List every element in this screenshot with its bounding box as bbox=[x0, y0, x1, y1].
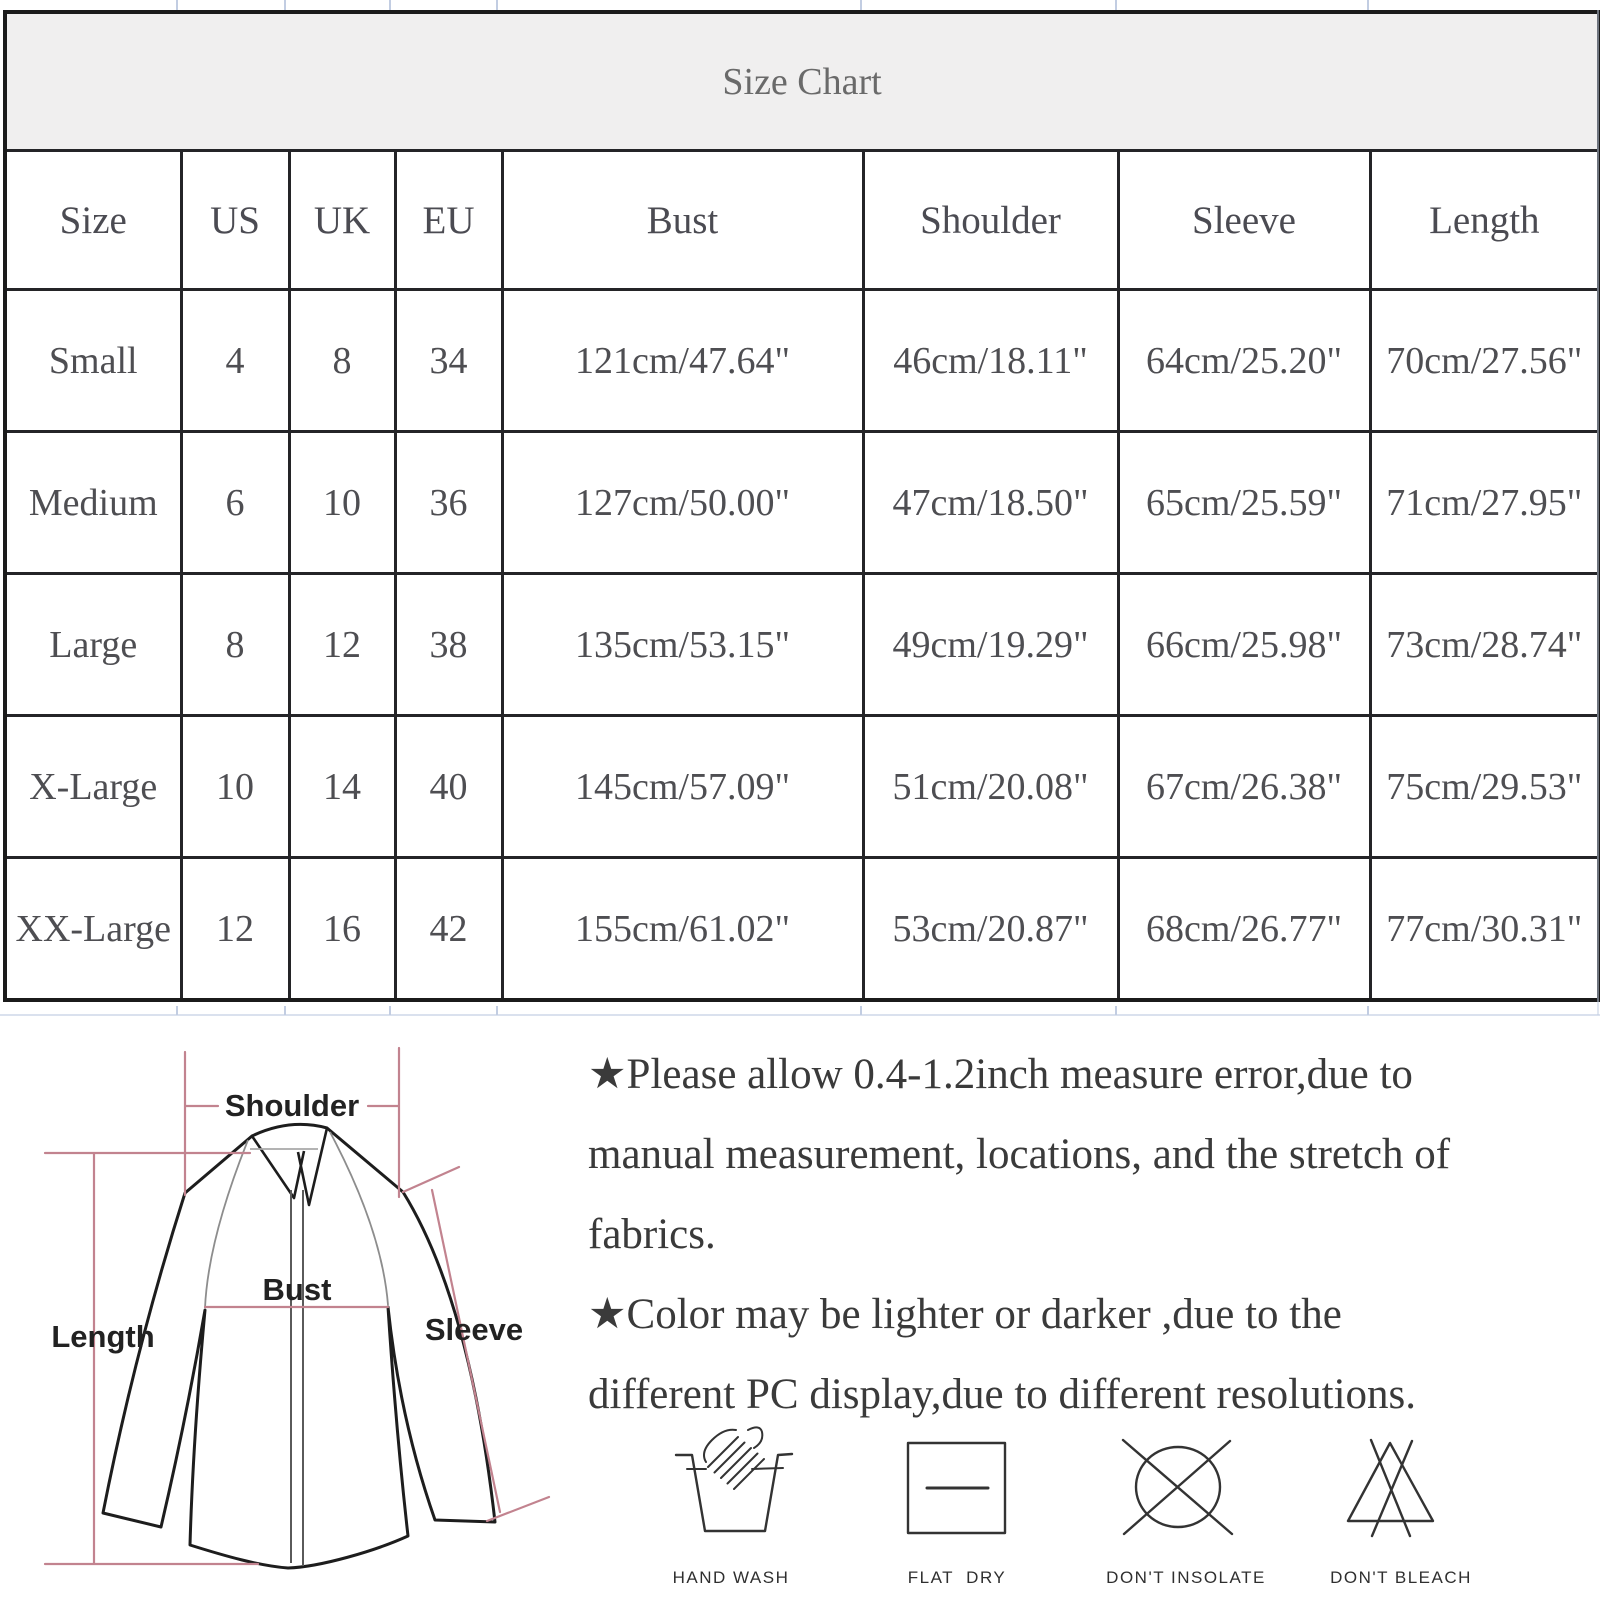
grid-line bbox=[1597, 10, 1599, 1015]
shirt-measure-diagram bbox=[0, 1000, 620, 1600]
cell-eu: 36 bbox=[395, 432, 502, 574]
cell-length: 77cm/30.31" bbox=[1370, 858, 1599, 1001]
cell-bust: 127cm/50.00" bbox=[502, 432, 863, 574]
dont-bleach-label: DON'T BLEACH bbox=[1330, 1568, 1472, 1587]
length-label: Length bbox=[51, 1319, 155, 1354]
shoulder-label: Shoulder bbox=[224, 1088, 360, 1123]
cell-shoulder: 47cm/18.50" bbox=[863, 432, 1118, 574]
cell-shoulder: 49cm/19.29" bbox=[863, 574, 1118, 716]
cell-uk: 8 bbox=[289, 290, 395, 432]
cell-eu: 40 bbox=[395, 716, 502, 858]
grid-line bbox=[389, 0, 391, 10]
cell-shoulder: 53cm/20.87" bbox=[863, 858, 1118, 1001]
note-line: fabrics. bbox=[588, 1211, 716, 1258]
flat-dry-label: FLAT DRY bbox=[907, 1568, 1007, 1587]
cell-sleeve: 65cm/25.59" bbox=[1118, 432, 1370, 574]
column-header-bust: Bust bbox=[502, 151, 863, 290]
table-row-small bbox=[5, 290, 1599, 432]
cell-size: X-Large bbox=[5, 716, 181, 858]
table-row-large bbox=[5, 574, 1599, 716]
dont-insolate-icon bbox=[1123, 1440, 1232, 1534]
cell-us: 4 bbox=[181, 290, 289, 432]
page-title: Size Chart bbox=[5, 12, 1599, 151]
table-row-xx-large bbox=[5, 858, 1599, 1001]
table-row-medium bbox=[5, 432, 1599, 574]
note-line: ★Color may be lighter or darker ,due to the bbox=[588, 1291, 1342, 1338]
cell-uk: 12 bbox=[289, 574, 395, 716]
grid-line bbox=[496, 0, 498, 10]
cell-uk: 16 bbox=[289, 858, 395, 1001]
cell-length: 73cm/28.74" bbox=[1370, 574, 1599, 716]
size-chart-table bbox=[3, 10, 1600, 1002]
cell-length: 71cm/27.95" bbox=[1370, 432, 1599, 574]
cell-sleeve: 66cm/25.98" bbox=[1118, 574, 1370, 716]
cell-shoulder: 46cm/18.11" bbox=[863, 290, 1118, 432]
cell-size: XX-Large bbox=[5, 858, 181, 1001]
hand-wash-icon bbox=[676, 1427, 792, 1531]
cell-uk: 10 bbox=[289, 432, 395, 574]
cell-us: 10 bbox=[181, 716, 289, 858]
column-header-shoulder: Shoulder bbox=[863, 151, 1118, 290]
cell-eu: 38 bbox=[395, 574, 502, 716]
cell-us: 8 bbox=[181, 574, 289, 716]
grid-line bbox=[1115, 0, 1117, 10]
note-line: manual measurement, locations, and the stretch of bbox=[588, 1131, 1451, 1178]
cell-sleeve: 67cm/26.38" bbox=[1118, 716, 1370, 858]
column-header-sleeve: Sleeve bbox=[1118, 151, 1370, 290]
length-measure-lines bbox=[45, 1153, 258, 1564]
note-line: different PC display,due to different resolutions. bbox=[588, 1371, 1417, 1418]
cell-us: 6 bbox=[181, 432, 289, 574]
column-header-uk: UK bbox=[289, 151, 395, 290]
grid-line bbox=[176, 0, 178, 10]
grid-line bbox=[1367, 0, 1369, 10]
column-header-size: Size bbox=[5, 151, 181, 290]
table-header-row bbox=[5, 151, 1599, 290]
column-header-us: US bbox=[181, 151, 289, 290]
column-header-length: Length bbox=[1370, 151, 1599, 290]
cell-length: 70cm/27.56" bbox=[1370, 290, 1599, 432]
cell-eu: 42 bbox=[395, 858, 502, 1001]
cell-bust: 155cm/61.02" bbox=[502, 858, 863, 1001]
bust-label: Bust bbox=[262, 1272, 332, 1307]
flat-dry-icon bbox=[908, 1443, 1005, 1533]
cell-size: Medium bbox=[5, 432, 181, 574]
grid-line bbox=[860, 0, 862, 10]
column-header-eu: EU bbox=[395, 151, 502, 290]
dont-insolate-label: DON'T INSOLATE bbox=[1106, 1568, 1266, 1587]
table-row-x-large bbox=[5, 716, 1599, 858]
grid-line bbox=[284, 0, 286, 10]
cell-bust: 145cm/57.09" bbox=[502, 716, 863, 858]
cell-bust: 135cm/53.15" bbox=[502, 574, 863, 716]
sleeve-label: Sleeve bbox=[424, 1312, 524, 1347]
cell-sleeve: 68cm/26.77" bbox=[1118, 858, 1370, 1001]
cell-bust: 121cm/47.64" bbox=[502, 290, 863, 432]
cell-length: 75cm/29.53" bbox=[1370, 716, 1599, 858]
care-icons bbox=[620, 1420, 1600, 1600]
cell-eu: 34 bbox=[395, 290, 502, 432]
cell-size: Small bbox=[5, 290, 181, 432]
shirt-placket bbox=[291, 1190, 303, 1566]
cell-sleeve: 64cm/25.20" bbox=[1118, 290, 1370, 432]
hand-wash-label: HAND WASH bbox=[672, 1568, 790, 1587]
notes bbox=[588, 1035, 1450, 1435]
cell-shoulder: 51cm/20.08" bbox=[863, 716, 1118, 858]
collar-flaps bbox=[252, 1128, 327, 1205]
dont-bleach-icon bbox=[1348, 1440, 1433, 1536]
cell-uk: 14 bbox=[289, 716, 395, 858]
cell-size: Large bbox=[5, 574, 181, 716]
table-title-row bbox=[5, 12, 1599, 151]
note-line: ★Please allow 0.4-1.2inch measure error,due to bbox=[588, 1051, 1413, 1098]
cell-us: 12 bbox=[181, 858, 289, 1001]
